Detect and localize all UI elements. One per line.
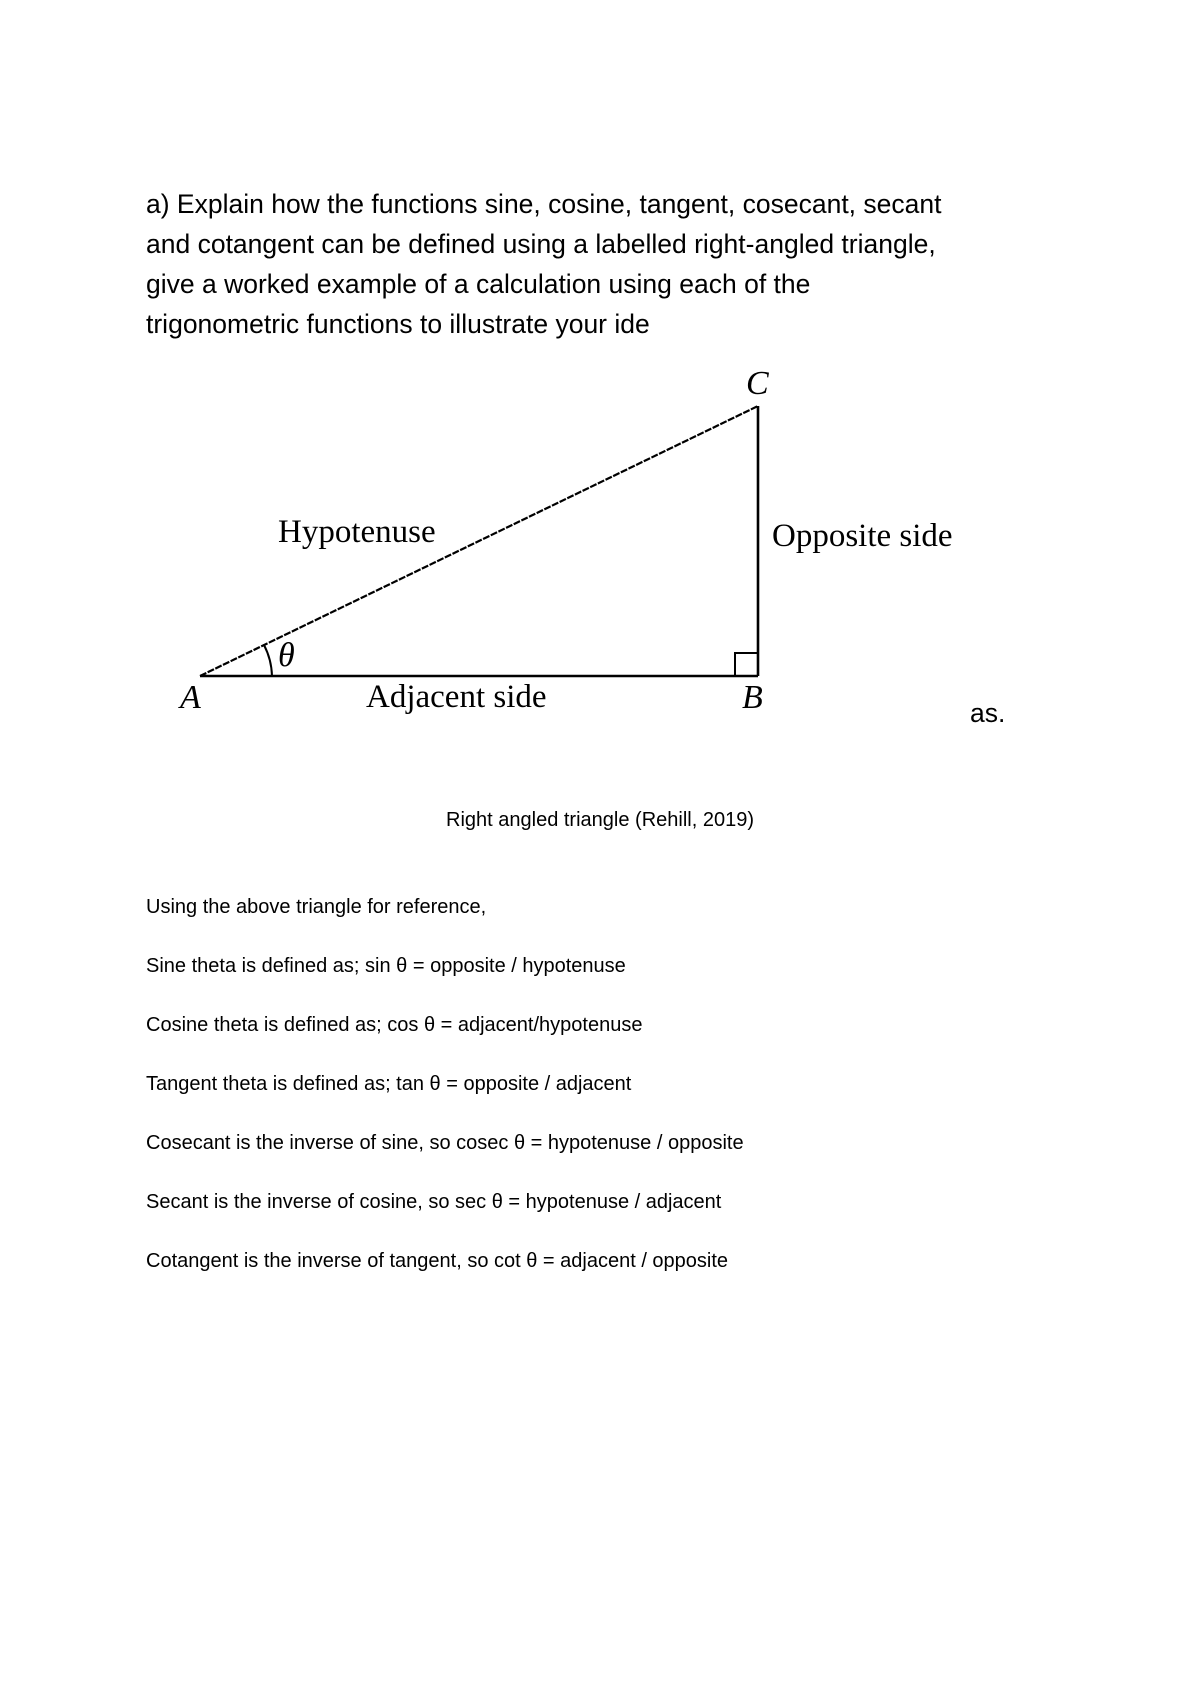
hypotenuse-label: Hypotenuse <box>278 514 436 550</box>
secant-definition: Secant is the inverse of cosine, so sec θ = hypotenuse / adjacent <box>146 1191 722 1213</box>
intro-line: Using the above triangle for reference, <box>146 896 487 918</box>
question-tail: as. <box>970 698 1006 728</box>
question-line: give a worked example of a calculation using each of the <box>146 269 811 299</box>
theta-label: θ <box>278 637 295 674</box>
cotangent-definition: Cotangent is the inverse of tangent, so cot θ = adjacent / opposite <box>146 1250 729 1272</box>
vertex-b-label: B <box>742 679 763 716</box>
adjacent-side-label: Adjacent side <box>366 679 547 715</box>
vertex-a-label: A <box>180 679 201 716</box>
cosine-definition: Cosine theta is defined as; cos θ = adjacent/hypotenuse <box>146 1014 643 1036</box>
sine-definition: Sine theta is defined as; sin θ = opposite / hypotenuse <box>146 955 626 977</box>
figure-caption: Right angled triangle (Rehill, 2019) <box>446 809 754 831</box>
question-text <box>146 184 1076 344</box>
question-line: a) Explain how the functions sine, cosine, tangent, cosecant, secant <box>146 189 942 219</box>
question-line: trigonometric functions to illustrate your ide <box>146 309 650 339</box>
right-triangle-figure <box>160 360 1000 730</box>
angle-arc <box>264 645 272 676</box>
opposite-side-label: Opposite side <box>772 518 953 554</box>
question-line: and cotangent can be defined using a labelled right-angled triangle, <box>146 229 936 259</box>
tangent-definition: Tangent theta is defined as; tan θ = opposite / adjacent <box>146 1073 632 1095</box>
vertex-c-label: C <box>746 365 769 402</box>
definitions-list <box>146 893 1096 1306</box>
right-angle-marker <box>735 653 758 676</box>
cosecant-definition: Cosecant is the inverse of sine, so cosec θ = hypotenuse / opposite <box>146 1132 744 1154</box>
right-triangle-diagram <box>160 360 1000 730</box>
